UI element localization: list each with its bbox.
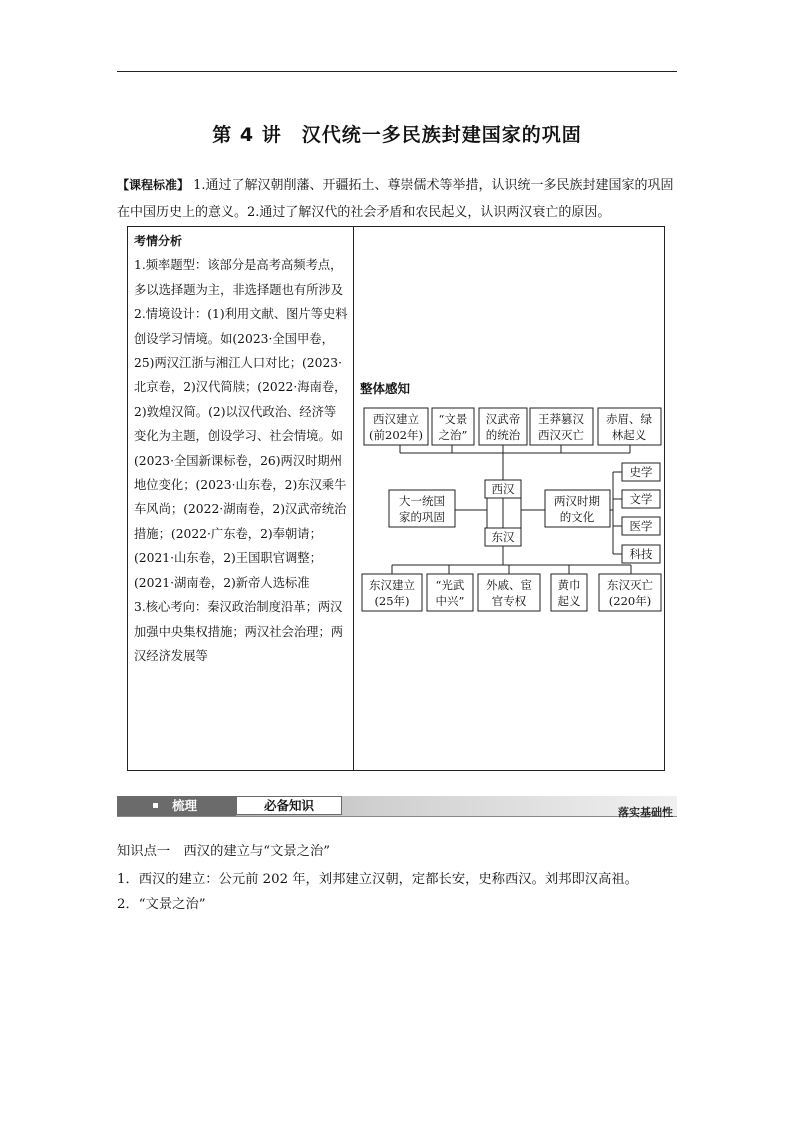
top-box-5-line1: 赤眉、绿 [606,412,652,426]
section-bar [117,796,677,818]
top-box-3-line1: 汉武帝 [485,412,521,426]
exam-analysis [134,229,348,668]
top-box-5-line2: 林起义 [611,428,647,442]
unity-box-line2: 家的巩固 [399,510,445,524]
top-box-2-line2: 之治” [438,428,468,442]
xihan-label: 西汉 [491,482,515,496]
bottom-box-4-line2: 起义 [557,594,581,608]
bottom-box-3-line1: 外戚、宦 [486,578,532,592]
unity-box [389,490,455,527]
exam-analysis-frequency: 1.频率题型：该部分是高考高频考点，多以选择题为主，非选择题也有所涉及 [134,258,344,297]
bottom-box-2-line2: 中兴” [435,594,465,608]
exam-analysis-core: 3.核心考向：秦汉政治制度沿革；两汉加强中央集权措施；两汉社会治理；两汉经济发展等 [134,600,344,663]
culture-box-line2: 的文化 [559,510,595,524]
bottom-box-4-line1: 黄巾 [557,578,581,592]
body-item-2: 2．“文景之治” [117,897,206,912]
bottom-box-1-line2: (25年) [374,594,410,608]
section-tab-knowledge: 必备知识 [236,796,342,815]
top-box-3 [479,408,527,445]
top-box-1 [364,408,428,445]
course-standard [117,172,679,226]
body-item-1: 1．西汉的建立：公元前 202 年，刘邦建立汉朝，定都长安，史称西汉。刘邦即汉高祖。 [117,872,638,887]
top-box-1-line2: (前202年) [369,428,423,442]
unity-box-line1: 大一统国 [399,494,445,508]
culture-item-medicine [622,517,660,535]
concept-map [355,395,665,620]
course-standard-text: 1.通过了解汉朝削藩、开疆拓土、尊崇儒术等举措，认识统一多民族封建国家的巩固在中国历史上的意义。2.通过了解汉代的社会矛盾和农民起义，认识两汉衰亡的原因。 [117,178,674,220]
bottom-box-3 [478,574,540,611]
bottom-box-4 [551,574,587,611]
section-bar-subtitle: 落实基础性 [618,806,673,819]
section-tab-review [117,796,236,816]
top-box-2-line1: “文景 [438,412,468,426]
culture-item-literature [622,490,660,508]
culture-item-literature-label: 文学 [629,492,653,506]
top-box-4-line1: 王莽篡汉 [538,412,584,426]
top-box-5 [598,408,661,445]
exam-analysis-heading: 考情分析 [134,234,183,248]
bottom-box-2-line1: “光武 [435,578,465,592]
header-rule [117,71,677,72]
square-bullet-icon [153,803,158,808]
knowledge-point-1: 知识点一 西汉的建立与“文景之治” [117,844,331,859]
donghan-box [485,528,521,546]
overview-heading: 整体感知 [360,381,411,396]
bottom-box-3-line2: 官专权 [491,594,527,608]
exam-analysis-context: 2.情境设计：(1)利用文献、图片等史料创设学习情境。如(2023·全国甲卷，25)两汉江浙与湘江人口对比；(2023·北京卷，2)汉代简牍；(2022·海南卷，2)敦煌汉简。(2)以汉代政治、经济等变化为主题，创设学习、社会情境。如(2023·全国新课标卷，26)两汉时期州地位变化；(2023·山东卷，2)东汉乘牛车风尚；(2022·湖南卷，2)汉武帝统治措施；(2022·广东卷，2)奉朝请；(2021·山东卷，2)王国职官调整；(2021·湖南卷，2)新帝人选标准 [134,307,348,590]
bottom-box-1 [362,574,422,611]
top-box-2 [432,408,474,445]
culture-item-technology-label: 科技 [629,547,653,561]
top-box-4 [530,408,593,445]
bottom-box-5-line2: (220年) [608,594,652,608]
bottom-box-5 [599,574,661,611]
section-tab-review-label: 梳理 [172,798,198,813]
xihan-box [485,480,521,498]
culture-item-medicine-label: 医学 [629,519,653,533]
culture-box [545,490,610,527]
bottom-box-2 [427,574,473,611]
culture-item-technology [622,545,660,563]
culture-box-line1: 两汉时期 [554,494,600,508]
top-box-4-line2: 西汉灭亡 [538,428,584,442]
bottom-box-1-line1: 东汉建立 [369,578,415,592]
table-divider [353,227,354,770]
top-box-3-line2: 的统治 [485,428,521,442]
top-box-1-line1: 西汉建立 [373,412,419,426]
bottom-box-5-line1: 东汉灭亡 [607,578,653,592]
donghan-label: 东汉 [491,530,515,544]
course-standard-label: 【课程标准】 [117,178,190,192]
page-title: 第 4 讲 汉代统一多民族封建国家的巩固 [212,124,582,146]
culture-item-history [622,463,660,481]
section-bar-rule [117,816,677,817]
culture-item-history-label: 史学 [629,465,653,479]
